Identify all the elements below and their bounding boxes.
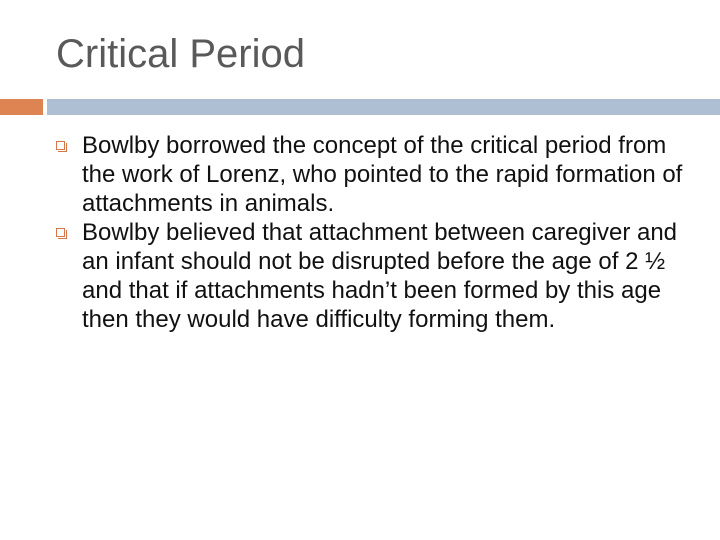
bullet-list bbox=[56, 131, 706, 334]
square-bullet-icon bbox=[56, 141, 65, 150]
bullet-text: Bowlby borrowed the concept of the critical period from the work of Lorenz, who pointed to the rapid formation of attachments in animals. bbox=[82, 132, 683, 217]
accent-bar-blue bbox=[47, 99, 720, 115]
bullet-text: Bowlby believed that attachment between caregiver and an infant should not be disrupted before the age of 2 ½ and that if attachments hadn’t been formed by this age then they would have difficulty forming them. bbox=[82, 219, 678, 333]
accent-bar-orange bbox=[0, 99, 43, 115]
bullet-item bbox=[56, 131, 706, 218]
bullet-item bbox=[56, 218, 706, 334]
square-bullet-icon bbox=[56, 228, 65, 237]
slide-title: Critical Period bbox=[56, 32, 305, 76]
